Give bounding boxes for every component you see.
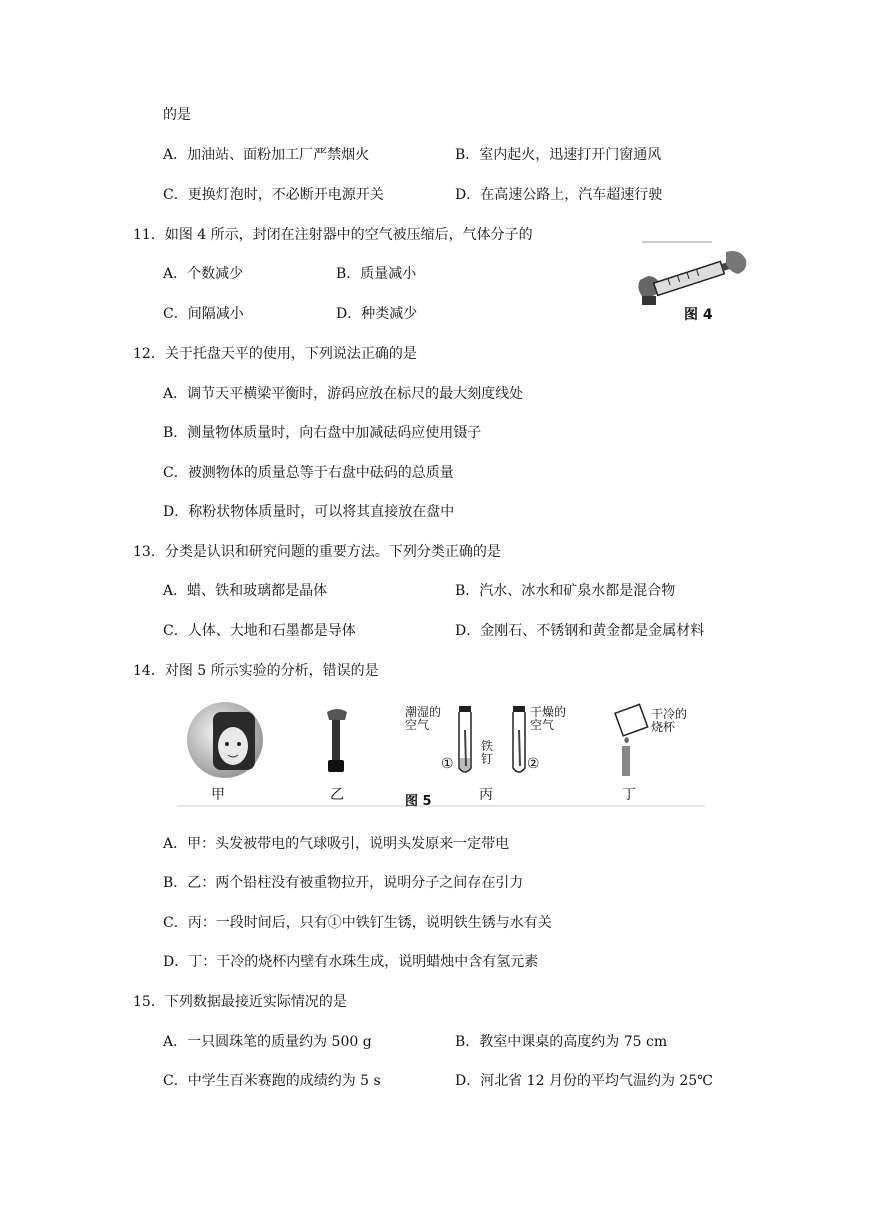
label-iron-nail-line2: 钉 bbox=[481, 752, 494, 766]
panel-jia-image bbox=[187, 702, 263, 778]
q11-option-d: D．种类减少 bbox=[336, 306, 418, 322]
q12-option-c: C．被测物体的质量总等于右盘中砝码的总质量 bbox=[163, 465, 454, 481]
q13-stem: 13．分类是认识和研究问题的重要方法。下列分类正确的是 bbox=[133, 544, 501, 560]
label-tube-2: ② bbox=[527, 756, 540, 772]
q13-option-b: B．汽水、冰水和矿泉水都是混合物 bbox=[455, 583, 676, 599]
q14-option-a: A．甲：头发被带电的气球吸引，说明头发原来一定带电 bbox=[163, 836, 510, 852]
q12-option-d: D．称粉状物体质量时，可以将其直接放在盘中 bbox=[163, 504, 455, 520]
panel-yi-image bbox=[327, 709, 347, 772]
label-cold-beaker bbox=[651, 708, 687, 734]
figure-5 bbox=[177, 700, 705, 808]
label-wet-air-line2: 空气 bbox=[405, 718, 430, 732]
q11-option-b: B．质量减小 bbox=[336, 266, 417, 282]
panel-label-bing: 丙 bbox=[479, 787, 493, 803]
label-cold-beaker-line2: 烧杯 bbox=[651, 720, 676, 734]
q15-option-d: D．河北省 12 月份的平均气温约为 25℃ bbox=[455, 1073, 713, 1089]
figure-4-syringe bbox=[634, 238, 750, 328]
q15-option-b: B．教室中课桌的高度约为 75 cm bbox=[455, 1034, 668, 1050]
q15-option-c: C．中学生百米赛跑的成绩约为 5 s bbox=[163, 1073, 381, 1089]
figure-4-label: 图 4 bbox=[684, 307, 713, 323]
label-dry-air-line2: 空气 bbox=[530, 718, 555, 732]
q14-option-d: D．丁：干冷的烧杯内壁有水珠生成，说明蜡烛中含有氢元素 bbox=[163, 954, 539, 970]
q12-option-a: A．调节天平横梁平衡时，游码应放在标尺的最大刻度线处 bbox=[163, 386, 524, 402]
q10-option-a: A．加油站、面粉加工厂严禁烟火 bbox=[163, 147, 370, 163]
q14-stem: 14．对图 5 所示实验的分析，错误的是 bbox=[133, 663, 379, 679]
q13-option-a: A．蜡、铁和玻璃都是晶体 bbox=[163, 583, 328, 599]
panel-ding-image bbox=[615, 704, 648, 776]
q11-stem: 11．如图 4 所示，封闭在注射器中的空气被压缩后，气体分子的 bbox=[133, 227, 533, 243]
q12-stem: 12．关于托盘天平的使用，下列说法正确的是 bbox=[133, 346, 417, 362]
label-iron-nail bbox=[481, 740, 493, 766]
q10-option-c: C．更换灯泡时，不必断开电源开关 bbox=[163, 187, 384, 203]
label-wet-air bbox=[405, 706, 441, 732]
q15-stem: 15．下列数据最接近实际情况的是 bbox=[133, 994, 347, 1010]
q13-option-c: C．人体、大地和石墨都是导体 bbox=[163, 623, 356, 639]
label-dry-air bbox=[530, 706, 566, 732]
q11-option-a: A．个数减少 bbox=[163, 266, 244, 282]
label-tube-1: ① bbox=[441, 756, 454, 772]
q15-option-a: A．一只圆珠笔的质量约为 500 g bbox=[163, 1034, 372, 1050]
label-iron-nail-line1: 铁 bbox=[481, 739, 494, 753]
panel-label-jia: 甲 bbox=[211, 787, 225, 803]
q12-option-b: B．测量物体质量时，向右盘中加减砝码应使用镊子 bbox=[163, 425, 482, 441]
panel-label-yi: 乙 bbox=[330, 787, 344, 803]
label-wet-air-line1: 潮湿的 bbox=[405, 705, 442, 719]
figure-5-caption: 图 5 bbox=[405, 794, 432, 809]
q10-option-b: B．室内起火，迅速打开门窗通风 bbox=[455, 147, 662, 163]
panel-label-ding: 丁 bbox=[622, 787, 636, 803]
q13-option-d: D．金刚石、不锈钢和黄金都是金属材料 bbox=[455, 623, 705, 639]
q14-option-c: C．丙：一段时间后，只有①中铁钉生锈，说明铁生锈与水有关 bbox=[163, 915, 552, 931]
q14-option-b: B．乙：两个铅柱没有被重物拉开，说明分子之间存在引力 bbox=[163, 875, 524, 891]
q10-option-d: D．在高速公路上，汽车超速行驶 bbox=[455, 187, 663, 203]
label-dry-air-line1: 干燥的 bbox=[530, 705, 567, 719]
q10-stem-tail: 的是 bbox=[163, 107, 191, 123]
q11-option-c: C．间隔减小 bbox=[163, 306, 244, 322]
label-cold-beaker-line1: 干冷的 bbox=[651, 707, 688, 721]
